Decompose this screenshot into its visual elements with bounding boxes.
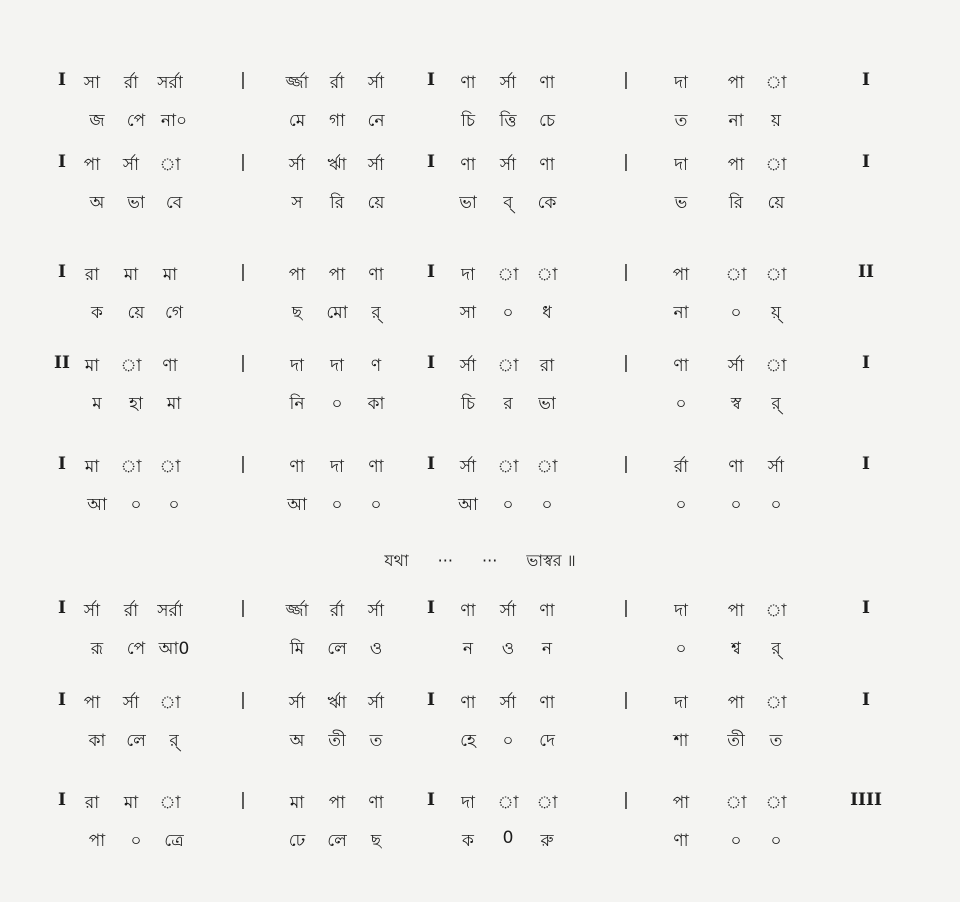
lyric-syllable: হে xyxy=(460,731,476,751)
lyric-syllable: রি xyxy=(728,193,744,213)
swara-note: া xyxy=(765,601,787,621)
swara-note: া xyxy=(765,693,787,713)
bar-line: I xyxy=(427,152,435,172)
swara-note: া xyxy=(497,265,519,285)
lyric-syllable: ০ xyxy=(168,495,180,515)
swara-note: া xyxy=(497,457,519,477)
lyric-syllable: রু xyxy=(540,831,554,851)
lyric-syllable: ০ xyxy=(331,495,343,515)
swara-note: ণা xyxy=(368,457,384,477)
swara-note: র্জ্জা xyxy=(285,73,309,93)
lyric-syllable: নে xyxy=(367,111,385,131)
swara-note: র্রা xyxy=(123,73,139,93)
lyric-syllable: ০ xyxy=(770,831,782,851)
swara-note: ণা xyxy=(460,155,476,175)
swara-note: ণা xyxy=(539,73,555,93)
bar-line: I xyxy=(58,790,66,810)
reference-word: ভাস্বর ॥ xyxy=(526,551,576,570)
swara-note: পা xyxy=(288,265,306,285)
lyric-syllable: র্ xyxy=(771,394,781,414)
lyric-syllable: চি xyxy=(460,111,476,131)
swara-note: র্ঋা xyxy=(327,155,347,175)
swara-note: র্সা xyxy=(367,155,385,175)
swara-note: া xyxy=(536,457,558,477)
lyric-syllable: ত্তি xyxy=(499,111,517,131)
lyric-syllable: ন xyxy=(462,639,474,659)
swara-note: র্সা xyxy=(727,356,745,376)
lyric-syllable: ক xyxy=(91,303,103,323)
swara-note: দা xyxy=(330,356,344,376)
lyric-syllable: কে xyxy=(537,193,557,213)
swara-note: া xyxy=(497,356,519,376)
lyric-line xyxy=(0,190,960,230)
beat-divider: | xyxy=(240,152,246,172)
bar-line: I xyxy=(58,70,66,90)
swara-note: পা xyxy=(727,601,745,621)
lyric-syllable: ০ xyxy=(130,495,142,515)
swara-note: া xyxy=(725,265,747,285)
lyric-syllable: গা xyxy=(328,111,346,131)
bar-line: I xyxy=(58,262,66,282)
lyric-syllable: না০ xyxy=(160,111,188,131)
swara-note: র্সা xyxy=(767,457,785,477)
lyric-syllable: হা xyxy=(129,394,143,414)
swara-note: ণা xyxy=(728,457,744,477)
swara-note: া xyxy=(120,356,142,376)
swara-note: মা xyxy=(289,793,305,813)
lyric-syllable: ভা xyxy=(127,193,145,213)
lyric-syllable: না xyxy=(728,111,744,131)
lyric-syllable: স্ব xyxy=(730,394,742,414)
swara-note: দা xyxy=(461,793,475,813)
reference-ellipsis: ··· xyxy=(437,551,453,570)
lyric-line xyxy=(0,636,960,676)
swara-note: পা xyxy=(328,793,346,813)
bar-line: I xyxy=(58,598,66,618)
swara-note: ণা xyxy=(368,265,384,285)
lyric-syllable: ০ xyxy=(502,495,514,515)
swara-note: দা xyxy=(461,265,475,285)
swara-line xyxy=(0,70,960,110)
bar-line: IIII xyxy=(850,790,882,810)
lyric-syllable: য়্ xyxy=(770,303,782,323)
lyric-syllable: আ xyxy=(458,495,478,515)
lyric-syllable: নি xyxy=(289,394,305,414)
swara-note: র্সা xyxy=(459,457,477,477)
swara-line xyxy=(0,353,960,393)
beat-divider: | xyxy=(623,690,629,710)
bar-line: I xyxy=(58,454,66,474)
swara-note: া xyxy=(159,457,181,477)
swara-note: র্জ্জা xyxy=(285,601,309,621)
swara-line xyxy=(0,790,960,830)
swara-note: া xyxy=(159,793,181,813)
lyric-syllable: ম xyxy=(92,394,102,414)
lyric-syllable: আ0 xyxy=(158,639,190,659)
swara-note: র্সা xyxy=(459,356,477,376)
swara-note: দা xyxy=(674,693,688,713)
bar-line: I xyxy=(862,598,870,618)
beat-divider: | xyxy=(623,790,629,810)
swara-note: র্রা xyxy=(673,457,689,477)
swara-note: ণা xyxy=(539,601,555,621)
lyric-syllable: ত্রে xyxy=(164,831,184,851)
lyric-syllable: মে xyxy=(288,111,306,131)
lyric-syllable: স xyxy=(291,193,303,213)
lyric-syllable: ণা xyxy=(673,831,689,851)
bar-line: I xyxy=(862,690,870,710)
lyric-syllable: রি xyxy=(329,193,345,213)
swara-note: া xyxy=(497,793,519,813)
lyric-syllable: ০ xyxy=(770,495,782,515)
swara-note: পা xyxy=(672,793,690,813)
reference-word: যথা xyxy=(384,551,409,570)
swara-note: মা xyxy=(84,457,100,477)
swara-note: া xyxy=(159,693,181,713)
lyric-syllable: ০ xyxy=(730,495,742,515)
lyric-line xyxy=(0,828,960,868)
bar-line: I xyxy=(862,353,870,373)
lyric-syllable: য়ে xyxy=(127,303,145,323)
bar-line: I xyxy=(427,598,435,618)
swara-note: র্সা xyxy=(122,155,140,175)
swara-note: ণা xyxy=(673,356,689,376)
swara-note: পা xyxy=(672,265,690,285)
lyric-syllable: না xyxy=(673,303,689,323)
beat-divider: | xyxy=(240,790,246,810)
lyric-syllable: ত xyxy=(674,111,688,131)
lyric-syllable: দে xyxy=(539,731,555,751)
swara-note: র্সা xyxy=(499,601,517,621)
bar-line: I xyxy=(427,790,435,810)
swara-note: র্সা xyxy=(367,693,385,713)
swara-line xyxy=(0,454,960,494)
lyric-syllable: লে xyxy=(126,731,146,751)
swara-note: মা xyxy=(123,265,139,285)
swara-note: র্সা xyxy=(288,155,306,175)
lyric-syllable: সা xyxy=(459,303,477,323)
lyric-syllable: ০ xyxy=(331,394,343,414)
swara-note: ণা xyxy=(460,693,476,713)
swara-note: র্সা xyxy=(367,73,385,93)
beat-divider: | xyxy=(240,690,246,710)
swara-note: ণা xyxy=(460,73,476,93)
bar-line: I xyxy=(427,262,435,282)
lyric-syllable: লে xyxy=(327,639,347,659)
bar-line: I xyxy=(58,152,66,172)
swara-note: পা xyxy=(83,155,101,175)
swara-note: র্রা xyxy=(329,601,345,621)
lyric-syllable: গে xyxy=(164,303,184,323)
bar-line: I xyxy=(862,454,870,474)
bar-line: I xyxy=(862,70,870,90)
reference-line xyxy=(0,548,960,575)
lyric-line xyxy=(0,492,960,532)
lyric-syllable: পা xyxy=(88,831,106,851)
swara-note: পা xyxy=(83,693,101,713)
lyric-line xyxy=(0,728,960,768)
swara-note: া xyxy=(765,265,787,285)
lyric-syllable: ছ xyxy=(291,303,303,323)
lyric-syllable: ভ xyxy=(674,193,688,213)
swara-note: র্সা xyxy=(122,693,140,713)
lyric-syllable: কা xyxy=(367,394,385,414)
lyric-syllable: পে xyxy=(126,639,146,659)
lyric-syllable: 0 xyxy=(502,828,514,848)
swara-note: ণা xyxy=(539,155,555,175)
beat-divider: | xyxy=(240,70,246,90)
lyric-syllable: লে xyxy=(327,831,347,851)
lyric-syllable: র্ xyxy=(771,639,781,659)
swara-note: র্সা xyxy=(499,693,517,713)
swara-note: রা xyxy=(84,793,100,813)
swara-note: র্ঋা xyxy=(327,693,347,713)
lyric-syllable: য়ে xyxy=(767,193,785,213)
swara-note: পা xyxy=(727,155,745,175)
swara-note: দা xyxy=(674,155,688,175)
lyric-syllable: ০ xyxy=(675,394,687,414)
lyric-syllable: ০ xyxy=(675,639,687,659)
bar-line: I xyxy=(427,454,435,474)
lyric-syllable: মি xyxy=(289,639,305,659)
lyric-syllable: ত xyxy=(369,731,383,751)
lyric-syllable: য়ে xyxy=(367,193,385,213)
lyric-syllable: ত xyxy=(769,731,783,751)
lyric-syllable: রূ xyxy=(90,639,104,659)
swara-note: ণ xyxy=(370,356,382,376)
swara-note: ণা xyxy=(162,356,178,376)
lyric-syllable: চে xyxy=(538,111,556,131)
swara-note: া xyxy=(120,457,142,477)
swara-note: মা xyxy=(84,356,100,376)
lyric-syllable: র্ xyxy=(169,731,179,751)
lyric-syllable: তী xyxy=(727,731,745,751)
lyric-syllable: তী xyxy=(328,731,346,751)
swara-line xyxy=(0,262,960,302)
bar-line: I xyxy=(427,690,435,710)
lyric-syllable: ন xyxy=(541,639,553,659)
bar-line: II xyxy=(54,353,70,373)
swara-note: দা xyxy=(674,73,688,93)
lyric-syllable: র্ xyxy=(371,303,381,323)
lyric-syllable: চি xyxy=(460,394,476,414)
lyric-syllable: ও xyxy=(369,639,383,659)
swara-note: পা xyxy=(727,73,745,93)
lyric-syllable: য় xyxy=(770,111,782,131)
swara-note: রা xyxy=(539,356,555,376)
swara-note: া xyxy=(765,356,787,376)
swara-note: র্রা xyxy=(329,73,345,93)
swara-note: র্সা xyxy=(499,155,517,175)
lyric-syllable: ০ xyxy=(730,831,742,851)
lyric-syllable: ভা xyxy=(538,394,556,414)
swara-note: সর্রা xyxy=(157,601,183,621)
swara-note: দা xyxy=(290,356,304,376)
beat-divider: | xyxy=(240,262,246,282)
lyric-syllable: পে xyxy=(126,111,146,131)
lyric-syllable: ভা xyxy=(459,193,477,213)
bar-line: I xyxy=(862,152,870,172)
swara-note: সা xyxy=(83,73,101,93)
beat-divider: | xyxy=(623,598,629,618)
lyric-syllable: অ xyxy=(89,193,105,213)
reference-ellipsis: ··· xyxy=(482,551,498,570)
bar-line: I xyxy=(427,70,435,90)
beat-divider: | xyxy=(623,70,629,90)
beat-divider: | xyxy=(623,262,629,282)
lyric-syllable: শ্ব xyxy=(731,639,741,659)
swara-note: র্সা xyxy=(499,73,517,93)
swara-note: র্সা xyxy=(83,601,101,621)
lyric-syllable: বে xyxy=(165,193,183,213)
beat-divider: | xyxy=(623,454,629,474)
lyric-syllable: মো xyxy=(326,303,348,323)
beat-divider: | xyxy=(623,353,629,373)
lyric-syllable: মা xyxy=(166,394,182,414)
swara-note: দা xyxy=(330,457,344,477)
bar-line: II xyxy=(858,262,874,282)
beat-divider: | xyxy=(240,454,246,474)
lyric-syllable: ০ xyxy=(502,303,514,323)
swara-note: র্সা xyxy=(288,693,306,713)
lyric-syllable: র xyxy=(503,394,513,414)
lyric-syllable: ০ xyxy=(675,495,687,515)
lyric-syllable: ক xyxy=(462,831,474,851)
lyric-syllable: ০ xyxy=(502,731,514,751)
lyric-syllable: ব্ xyxy=(503,193,513,213)
lyric-syllable: ০ xyxy=(370,495,382,515)
swara-note: ণা xyxy=(368,793,384,813)
swara-line xyxy=(0,690,960,730)
lyric-syllable: শা xyxy=(673,731,689,751)
lyric-line xyxy=(0,300,960,340)
swara-note: া xyxy=(725,793,747,813)
swara-note: দা xyxy=(674,601,688,621)
lyric-syllable: ০ xyxy=(541,495,553,515)
bar-line: I xyxy=(58,690,66,710)
swara-note: া xyxy=(765,793,787,813)
swara-note: ণা xyxy=(460,601,476,621)
lyric-syllable: ও xyxy=(501,639,515,659)
swara-note: পা xyxy=(328,265,346,285)
swara-note: সর্রা xyxy=(157,73,183,93)
lyric-syllable: ঢে xyxy=(288,831,306,851)
swara-note: া xyxy=(159,155,181,175)
lyric-syllable: আ xyxy=(87,495,107,515)
swara-line xyxy=(0,598,960,638)
lyric-syllable: আ xyxy=(287,495,307,515)
swara-line xyxy=(0,152,960,192)
beat-divider: | xyxy=(240,353,246,373)
swara-note: া xyxy=(765,73,787,93)
lyric-syllable: কা xyxy=(88,731,106,751)
beat-divider: | xyxy=(240,598,246,618)
beat-divider: | xyxy=(623,152,629,172)
swara-note: র্রা xyxy=(123,601,139,621)
lyric-syllable: অ xyxy=(289,731,305,751)
swara-note: মা xyxy=(123,793,139,813)
swara-note: া xyxy=(536,265,558,285)
lyric-syllable: ০ xyxy=(130,831,142,851)
swara-note: া xyxy=(536,793,558,813)
swara-note: া xyxy=(765,155,787,175)
lyric-line xyxy=(0,108,960,148)
lyric-syllable: ছ xyxy=(370,831,382,851)
swara-note: পা xyxy=(727,693,745,713)
lyric-syllable: ০ xyxy=(730,303,742,323)
swara-note: মা xyxy=(162,265,178,285)
swara-note: রা xyxy=(84,265,100,285)
lyric-syllable: ধ xyxy=(542,303,552,323)
lyric-syllable: জ xyxy=(89,111,105,131)
swara-note: ণা xyxy=(539,693,555,713)
lyric-line xyxy=(0,391,960,431)
bar-line: I xyxy=(427,353,435,373)
swara-note: ণা xyxy=(289,457,305,477)
swara-note: র্সা xyxy=(367,601,385,621)
